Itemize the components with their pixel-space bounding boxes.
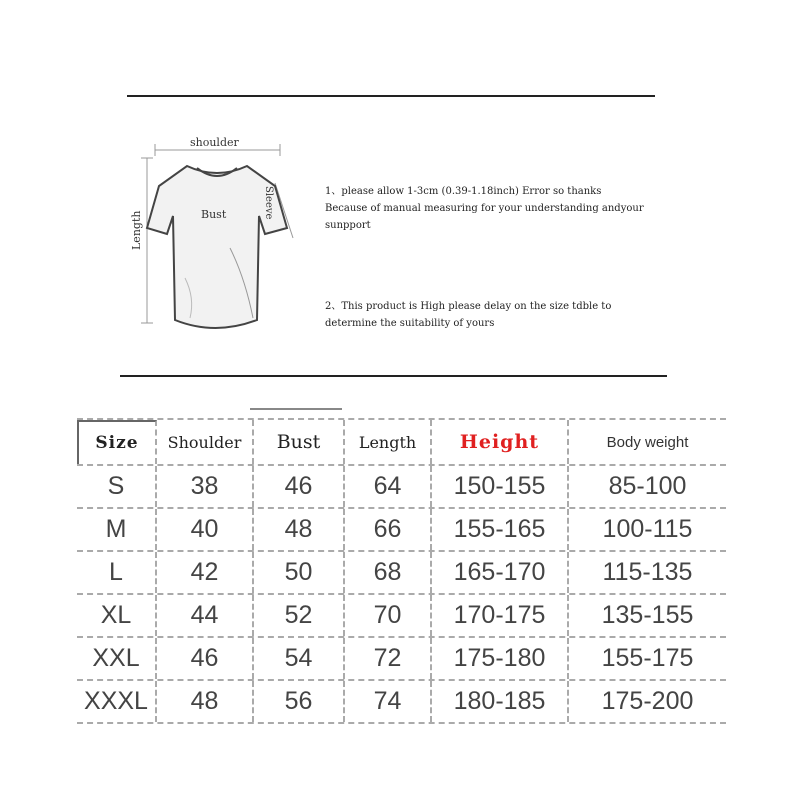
sleeve-label: Sleeve [263,186,274,220]
header-length: Length [345,420,432,464]
cell-size: S [77,466,157,507]
tshirt-outline-icon [135,128,300,353]
cell-length: 70 [345,595,432,636]
cell-body-weight: 100-115 [602,515,693,543]
cell-size: XL [77,595,157,636]
cell-length: 74 [345,681,432,722]
cell-height: 150-155 [432,466,569,507]
header-bust: Bust [254,420,345,464]
note-1 [325,183,665,234]
cell-bust: 52 [254,595,345,636]
cell-length: 66 [345,509,432,550]
header-body-weight: Body weight [606,433,689,451]
cell-body-weight: 155-175 [601,644,694,672]
cell-body-weight: 135-155 [601,601,694,629]
cell-shoulder: 48 [157,681,254,722]
note-2 [325,298,665,332]
table-row [77,552,726,595]
note-2-line-2: determine the suitability of yours [325,318,495,329]
tshirt-diagram [130,128,300,353]
cell-size: XXL [77,638,157,679]
cell-height: 175-180 [432,638,569,679]
cell-bust: 56 [254,681,345,722]
cell-height: 180-185 [432,681,569,722]
shoulder-label: shoulder [190,136,239,149]
table-row [77,681,726,724]
cell-height: 165-170 [432,552,569,593]
table-row [77,466,726,509]
cell-bust: 50 [254,552,345,593]
size-table [77,418,726,724]
cell-shoulder: 44 [157,595,254,636]
cell-bust: 48 [254,509,345,550]
note-2-line-1: 2、This product is High please delay on the size tdble to [325,301,612,312]
cell-size: L [77,552,157,593]
header-size: Size [77,420,157,464]
middle-divider [120,375,667,377]
top-divider [127,95,655,97]
bust-label: Bust [201,208,227,221]
header-height: Height [432,420,569,464]
cell-body-weight: 175-200 [601,687,694,715]
cell-length: 72 [345,638,432,679]
cell-shoulder: 38 [157,466,254,507]
table-header-row [77,418,726,466]
table-row [77,509,726,552]
cell-shoulder: 46 [157,638,254,679]
cell-bust: 54 [254,638,345,679]
header-shoulder: Shoulder [157,420,254,464]
note-1-line-2: Because of manual measuring for your understanding andyour [325,203,644,214]
cell-body-weight: 115-135 [602,558,693,586]
cell-length: 68 [345,552,432,593]
length-label: Length [130,210,143,250]
cell-body-weight: 85-100 [608,472,687,500]
cell-height: 155-165 [432,509,569,550]
cell-length: 64 [345,466,432,507]
cell-size: XXXL [77,681,157,722]
note-1-line-3: sunpport [325,220,371,231]
cell-bust: 46 [254,466,345,507]
cell-size: M [77,509,157,550]
cell-height: 170-175 [432,595,569,636]
bust-header-bar [250,408,342,410]
table-row [77,638,726,681]
cell-shoulder: 40 [157,509,254,550]
table-row [77,595,726,638]
cell-shoulder: 42 [157,552,254,593]
note-1-line-1: 1、please allow 1-3cm (0.39-1.18inch) Error so thanks [325,186,602,197]
